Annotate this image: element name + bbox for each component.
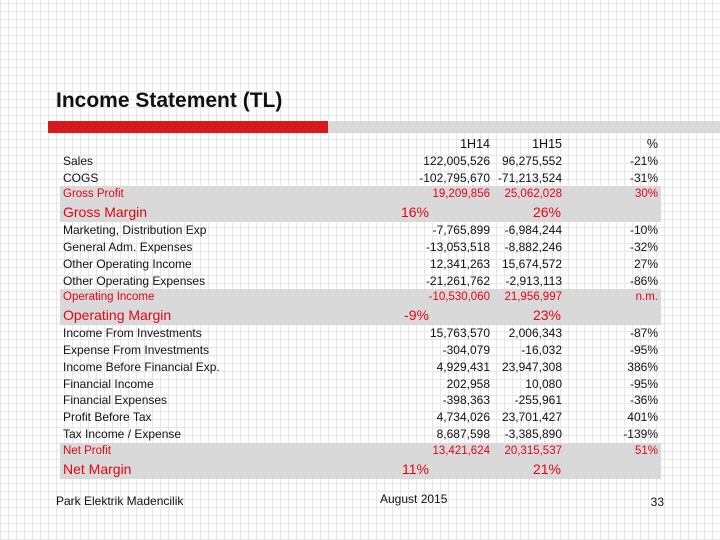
row-label: Tax Income / Expense [63, 426, 182, 441]
value-1h15: 2,006,343 [508, 326, 562, 341]
value-1h15: 96,275,552 [501, 153, 562, 168]
value-1h14: -7,765,899 [432, 223, 490, 238]
value-percent: -86% [629, 273, 658, 288]
table-row [60, 409, 661, 426]
table-row [60, 426, 661, 443]
value-1h14: 12,341,263 [429, 256, 490, 271]
value-1h14: 19,209,856 [432, 188, 490, 201]
row-label: Income From Investments [63, 326, 202, 341]
table-row [60, 306, 661, 325]
value-1h14: 11% [402, 460, 429, 477]
value-1h15: 15,674,572 [501, 256, 562, 271]
value-1h14: 4,734,026 [436, 410, 490, 425]
value-1h14: 15,763,570 [429, 326, 490, 341]
table-row [60, 392, 661, 409]
value-percent: -36% [629, 393, 658, 408]
value-1h14: 8,687,598 [436, 426, 490, 441]
value-percent: 51% [634, 444, 658, 457]
row-label: Financial Income [63, 376, 154, 391]
table-row [60, 273, 661, 290]
row-label: General Adm. Expenses [63, 239, 193, 254]
value-1h14: 4,929,431 [436, 359, 490, 374]
value-1h14: 202,958 [446, 376, 490, 391]
value-1h15: 21,956,997 [504, 291, 562, 304]
value-1h15: -71,213,524 [497, 170, 562, 185]
value-percent: -139% [623, 426, 658, 441]
page-number: 33 [650, 495, 664, 509]
table-row [60, 376, 661, 393]
value-1h15: 10,080 [525, 376, 562, 391]
row-label: Operating Income [63, 291, 155, 304]
value-1h14: -102,795,670 [419, 170, 490, 185]
table-row [60, 203, 661, 222]
value-1h15: -2,913,113 [505, 273, 562, 288]
row-label: Operating Margin [63, 307, 172, 324]
value-percent: -87% [629, 326, 658, 341]
value-1h14: -21,261,762 [425, 273, 490, 288]
footer-date: August 2015 [380, 492, 448, 506]
header-1h14: 1H14 [460, 137, 490, 151]
value-percent: -95% [629, 376, 658, 391]
value-1h15: 20,315,537 [504, 444, 562, 457]
value-percent: -10% [629, 223, 658, 238]
header-percent: % [646, 137, 658, 151]
value-1h15: 25,062,028 [504, 188, 562, 201]
table-row [60, 460, 661, 479]
row-label: Profit Before Tax [63, 410, 152, 425]
table-header-row [60, 136, 661, 153]
header-1h15: 1H15 [532, 137, 562, 151]
value-percent: -32% [629, 239, 658, 254]
value-percent: 27% [633, 256, 658, 271]
value-percent: 401% [627, 410, 658, 425]
value-1h14: -304,079 [442, 342, 490, 357]
table-row [60, 325, 661, 342]
row-label: Income Before Financial Exp. [63, 359, 220, 374]
footer-company: Park Elektrik Madencilik [56, 494, 184, 508]
table-row [60, 359, 661, 376]
income-statement-table [60, 136, 661, 479]
value-1h14: 13,421,624 [432, 444, 490, 457]
value-1h15: -8,882,246 [504, 239, 562, 254]
red-accent-bar [48, 121, 328, 133]
value-1h14: -9% [404, 307, 429, 324]
page-title: Income Statement (TL) [56, 89, 283, 112]
value-percent: 30% [634, 188, 658, 201]
row-label: Other Operating Expenses [63, 273, 206, 288]
value-1h15: -255,961 [514, 393, 562, 408]
value-percent: -95% [629, 342, 658, 357]
table-row [60, 289, 661, 306]
value-percent: -31% [629, 170, 658, 185]
value-1h14: -13,053,518 [425, 239, 490, 254]
row-label: Marketing, Distribution Exp [63, 223, 207, 238]
value-1h15: 26% [532, 204, 561, 221]
value-percent: n.m. [635, 291, 658, 304]
table-row [60, 342, 661, 359]
row-label: Gross Profit [63, 188, 124, 201]
value-percent: -21% [629, 153, 658, 168]
table-row [60, 170, 661, 187]
row-label: Gross Margin [63, 204, 148, 221]
value-1h14: -398,363 [442, 393, 490, 408]
table-row [60, 153, 661, 170]
table-row [60, 222, 661, 239]
row-label: Net Profit [63, 444, 111, 457]
value-1h14: -10,530,060 [428, 291, 490, 304]
table-row [60, 443, 661, 460]
table-row [60, 256, 661, 273]
value-1h15: -3,385,890 [504, 426, 562, 441]
table-row [60, 186, 661, 203]
value-percent: 386% [627, 359, 658, 374]
row-label: Sales [63, 153, 94, 168]
value-1h14: 16% [400, 204, 429, 221]
value-1h15: 23% [532, 307, 561, 324]
value-1h15: -16,032 [521, 342, 562, 357]
row-label: Other Operating Income [63, 256, 192, 271]
row-label: COGS [63, 170, 99, 185]
row-label: Net Margin [63, 460, 132, 477]
value-1h15: -6,984,244 [504, 223, 562, 238]
value-1h15: 23,701,427 [501, 410, 562, 425]
gray-rule-bar [328, 121, 720, 133]
value-1h15: 21% [532, 460, 561, 477]
value-1h15: 23,947,308 [501, 359, 562, 374]
row-label: Expense From Investments [63, 342, 210, 357]
table-row [60, 239, 661, 256]
table-body [60, 153, 661, 479]
row-label: Financial Expenses [63, 393, 168, 408]
value-1h14: 122,005,526 [423, 153, 490, 168]
